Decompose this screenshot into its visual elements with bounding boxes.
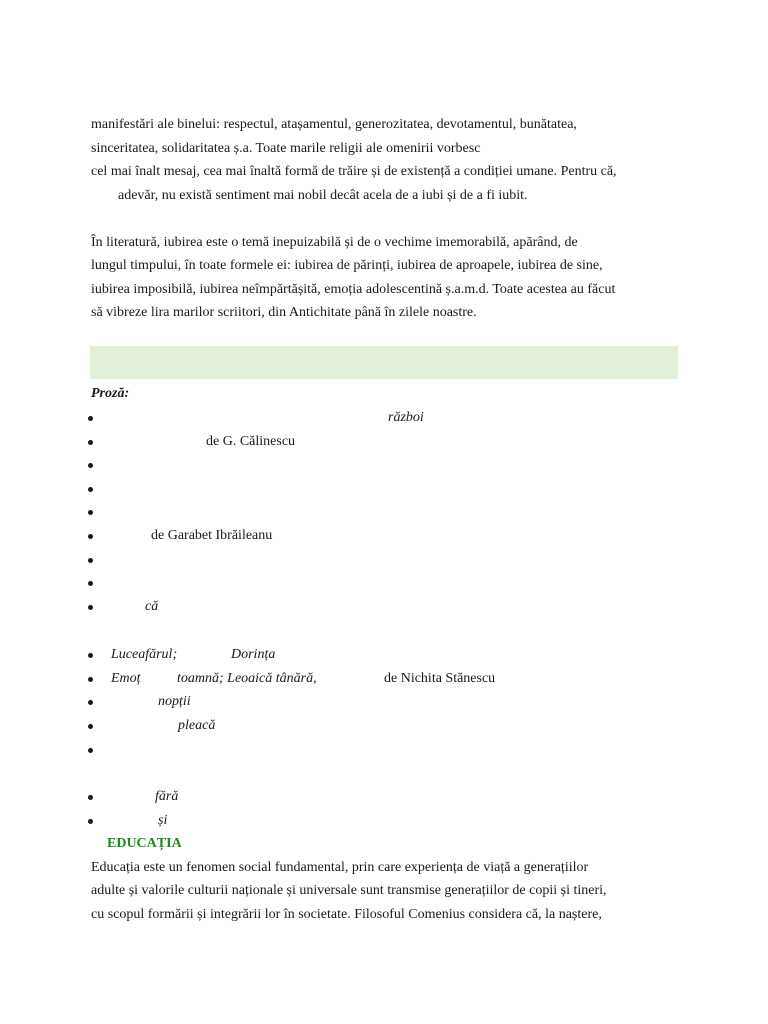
paragraph-3-line-2: adulte și valorile culturii naționale și universale sunt transmise generațiilor de copii și tineri, (91, 883, 607, 898)
bullet-dot-icon (88, 605, 93, 610)
paragraph-2-line-3: iubirea imposibilă, iubirea neîmpărtășită, emoția adolescentină ș.a.m.d. Toate acestea au făcut (91, 282, 616, 297)
bullet-dot-icon (88, 487, 93, 492)
list-item: de Garabet Ibrăileanu (151, 528, 273, 543)
proza-heading: Proză: (91, 386, 130, 401)
list-item: toamnă; Leoaică tânără, (177, 671, 317, 686)
bullet-dot-icon (88, 558, 93, 563)
section-highlight-band (90, 346, 678, 379)
education-heading: EDUCAȚIA (107, 836, 182, 851)
list-item: fără (155, 789, 179, 804)
bullet-dot-icon (88, 700, 93, 705)
list-item: Emoț (111, 671, 141, 686)
bullet-dot-icon (88, 724, 93, 729)
bullet-dot-icon (88, 795, 93, 800)
list-item: și (158, 813, 168, 828)
list-item: Dorința (231, 647, 276, 662)
paragraph-1-line-1: manifestări ale binelui: respectul, atașamentul, generozitatea, devotamentul, bunătatea, (91, 117, 577, 132)
paragraph-3-line-3: cu scopul formării și integrării lor în societate. Filosoful Comenius considera că, la naștere, (91, 907, 602, 922)
paragraph-1-line-2: sinceritatea, solidaritatea ș.a. Toate marile religii ale omenirii vorbesc (91, 141, 481, 156)
bullet-dot-icon (88, 677, 93, 682)
bullet-dot-icon (88, 416, 93, 421)
bullet-dot-icon (88, 581, 93, 586)
bullet-dot-icon (88, 510, 93, 515)
bullet-dot-icon (88, 819, 93, 824)
list-item: război (388, 410, 424, 425)
list-item: de G. Călinescu (206, 434, 296, 449)
list-item: nopții (158, 694, 191, 709)
bullet-dot-icon (88, 440, 93, 445)
paragraph-1-line-4: adevăr, nu există sentiment mai nobil decât acela de a iubi și de a fi iubit. (118, 188, 528, 203)
list-item: Luceafărul; (111, 647, 178, 662)
paragraph-2-line-4: să vibreze lira marilor scriitori, din Antichitate până în zilele noastre. (91, 305, 477, 320)
paragraph-1-line-3: cel mai înalt mesaj, cea mai înaltă formă de trăire și de existență a condiției umane. Pentru că, (91, 164, 617, 179)
paragraph-3-line-1: Educația este un fenomen social fundamental, prin care experiența de viață a generațiilor (91, 860, 589, 875)
list-item: că (145, 599, 159, 614)
bullet-dot-icon (88, 534, 93, 539)
bullet-dot-icon (88, 653, 93, 658)
list-item: pleacă (178, 718, 216, 733)
bullet-dot-icon (88, 748, 93, 753)
list-item: de Nichita Stănescu (384, 671, 496, 686)
bullet-dot-icon (88, 463, 93, 468)
paragraph-2-line-1: În literatură, iubirea este o temă inepuizabilă și de o vechime imemorabilă, apărând, de (91, 235, 578, 250)
paragraph-2-line-2: lungul timpului, în toate formele ei: iubirea de părinți, iubirea de aproapele, iubirea de sine, (91, 258, 603, 273)
